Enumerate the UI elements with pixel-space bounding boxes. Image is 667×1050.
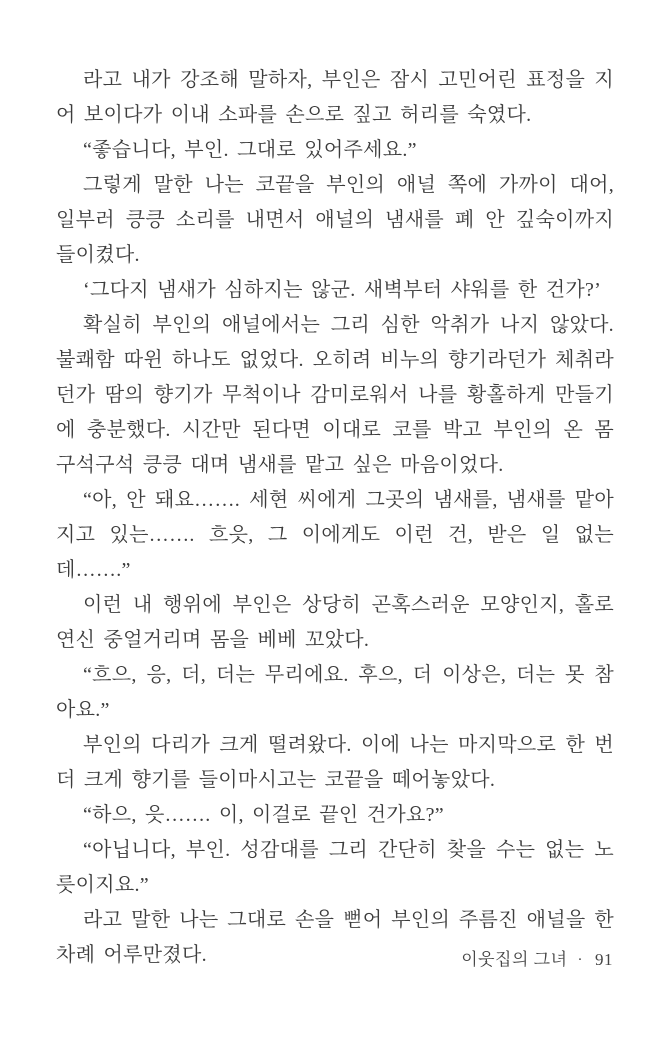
paragraph: 라고 내가 강조해 말하자, 부인은 잠시 고민어린 표정을 지어 보이다가 이내 소파를 손으로 짚고 허리를 숙였다. bbox=[56, 69, 614, 126]
paragraph: “좋습니다, 부인. 그대로 있어주세요.” bbox=[83, 139, 417, 161]
paragraph: 그렇게 말한 나는 코끝을 부인의 애널 쪽에 가까이 대어, 일부러 킁킁 소리를 내면서 애널의 냄새를 폐 안 깊숙이까지 들이켰다. bbox=[56, 174, 614, 266]
footer-book-title: 이웃집의 그녀 bbox=[461, 950, 568, 969]
paragraph: “아닙니다, 부인. 성감대를 그리 간단히 찾을 수는 없는 노릇이지요.” bbox=[56, 839, 614, 896]
paragraph: 부인의 다리가 크게 떨려왔다. 이에 나는 마지막으로 한 번 더 크게 향기를 들이마시고는 코끝을 떼어놓았다. bbox=[56, 734, 614, 791]
paragraph: 라고 말한 나는 그대로 손을 뻗어 부인의 주름진 애널을 한 차례 어루만졌다. bbox=[56, 909, 614, 966]
page-footer bbox=[461, 948, 613, 972]
paragraph: “흐으, 응, 더, 더는 무리에요. 후으, 더 이상은, 더는 못 참아요.” bbox=[56, 664, 614, 721]
text-block bbox=[56, 63, 614, 973]
paragraph: 이런 내 행위에 부인은 상당히 곤혹스러운 모양인지, 홀로 연신 중얼거리며 몸을 베베 꼬았다. bbox=[56, 594, 614, 651]
paragraph: “하으, 읏……. 이, 이걸로 끝인 건가요?” bbox=[83, 804, 444, 826]
paragraph: “아, 안 돼요……. 세현 씨에게 그곳의 냄새를, 냄새를 맡아지고 있는……. 흐읏, 그 이에게도 이런 건, 받은 일 없는데…….” bbox=[56, 489, 614, 581]
footer-page-number: 91 bbox=[595, 950, 613, 969]
paragraph: ‘그다지 냄새가 심하지는 않군. 새벽부터 샤워를 한 건가?’ bbox=[83, 279, 602, 301]
footer-separator: · bbox=[577, 952, 583, 968]
paragraph: 확실히 부인의 애널에서는 그리 심한 악취가 나지 않았다. 불쾌함 따윈 하나도 없었다. 오히려 비누의 향기라던가 체취라던가 땀의 향기가 무척이나 감미로워서 나를 황홀하게 만들기에 충분했다. 시간만 된다면 이대로 코를 박고 부인의 온 몸 구석구석 킁킁 대며 냄새를 맡고 싶은 마음이었다. bbox=[56, 314, 614, 476]
